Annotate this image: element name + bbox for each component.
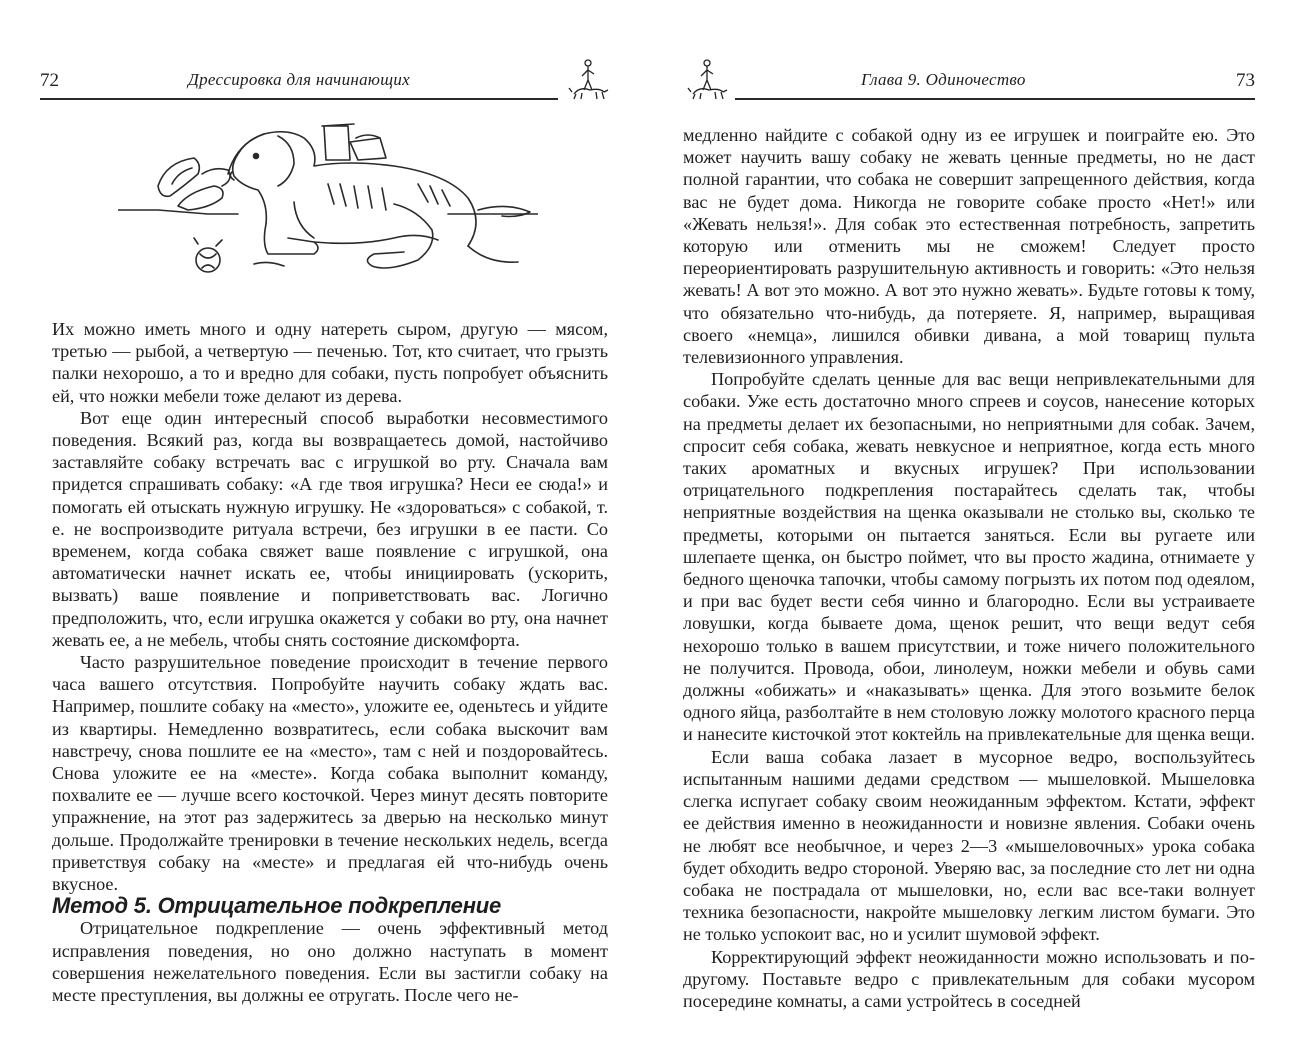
paragraph: медленно найдите с собакой одну из ее игрушек и поиграйте ею. Это может научить вашу собаку не жевать ценные предметы, но не даст полной гарантии, что собака не совершит запрещенного действия, когда вас не будет дома. Никогда не говорите собаке просто «Нет!» или «Жевать нельзя!». Для собак это естественная потребность, запретить которую или отменить мы не сможем! Следует просто переориентировать разрушительную активность и говорить: «Это нельзя жевать! А вот это можно. А вот это нужно жевать». Будьте готовы к тому, что обязательно что-нибудь, да потеряете. Я, например, выращивая своего «немца», лишился обивки дивана, а мой товарищ пульта телевизионного управления. xyxy=(683,125,1255,368)
left-page-header xyxy=(40,64,620,104)
paragraph: Часто разрушительное поведение происходит в течение первого часа вашего отсутствия. Попробуйте научить собаку ждать вас. Например, пошлите собаку на «место», уложите ее, оденьтесь и уйдите из квартиры. Немедленно возвратитесь, если собака выскочит вам навстречу, снова пошлите ее на «место», там с ней и поздоровайтесь. Снова уложите ее на «месте». Когда собака выполнит команду, похвалите ее — лучше всего косточкой. Через минут десять повторите упражнение, на этот раз задержитесь за дверью на несколько минут дольше. Продолжайте тренировки в течение нескольких недель, всегда приветствуя собаку на «месте» и предлагая ей что-нибудь очень вкусное. xyxy=(52,652,608,895)
right-page xyxy=(649,0,1298,1045)
paragraph: Корректирующий эффект неожиданности можно использовать и по-другому. Поставьте ведро с привлекательным для собаки мусором посередине комнаты, а сами устройтесь в соседней xyxy=(683,946,1255,1011)
paragraph: Их можно иметь много и одну натереть сыром, другую — мясом, третью — рыбой, а четвертую — печенью. Тот, кто считает, что грызть палки нехорошо, а то и вредно для собаки, пусть попробует объяснить ей, что ножки мебели тоже делают из дерева. xyxy=(52,319,608,406)
paragraph: Попробуйте сделать ценные для вас вещи непривлекательными для собаки. Уже есть достаточно много спреев и соусов, нанесение которых на предметы делает их безопасными, но неприятными для собак. Зачем, спросит себя собака, жевать невкусное и неприятное, когда есть много таких ароматных и вкусных игрушек? При использовании отрицательного подкрепления постарайтесь сделать так, чтобы неприятные воздействия на щенка оказывали не столько вы, сколько те предметы, которыми он пытается заняться. Если вы ругаете или шлепаете щенка, он быстро поймет, что вы просто жадина, отнимаете у бедного щеночка тапочки, чтобы самому погрызть их потом под одеялом, и при вас будет вести себя чинно и благородно. Если вы устраиваете ловушки, когда бываете дома, щенок решит, что вещи ведут себя нехорошо только в вашем присутствии, и тоже ничего положительного не получится. Провода, обои, линолеум, ножки мебели и обувь сами должны «обижать» и «наказывать» щенка. Для этого возьмите белок одного яйца, разболтайте в нем столовую ложку молотого красного перца и нанесите кисточкой этот коктейль на привлекательные для щенка вещи. xyxy=(683,369,1255,745)
header-rule xyxy=(735,98,1255,100)
paragraph: Отрицательное подкрепление — очень эффективный метод исправления поведения, но оно должно наступать в момент совершения нежелательного поведения. Если вы застигли собаку на месте преступления, вы должны ее отругать. После чего не- xyxy=(52,918,608,1006)
page-number: 72 xyxy=(40,70,59,91)
running-title: Дрессировка для начинающих xyxy=(188,70,410,89)
right-body-text xyxy=(683,124,1255,1012)
dog-with-shoes-illustration-icon xyxy=(118,114,538,294)
dog-trainer-ornament-icon xyxy=(566,58,610,100)
section-heading: Метод 5. Отрицательное подкрепление xyxy=(52,893,502,919)
paragraph: Если ваша собака лазает в мусорное ведро, воспользуйтесь испытанным нашими дедами средством — мышеловкой. Мышеловка слегка испугает собаку своим неожиданным эффектом. Кстати, эффект ее действия именно в неожиданности и новизне явления. Собаки очень не любят все необычное, и через 2—3 «мышеловочных» урока собака будет обходить ведро стороной. Уверяю вас, за последние сто лет ни одна собака не пострадала от мышеловки, но, если вас все-таки волнует техника безопасности, накройте мышеловку легким листом бумаги. Это не только успокоит вас, но и усилит шумовой эффект. xyxy=(683,746,1255,945)
paragraph: Вот еще один интересный способ выработки несовместимого поведения. Всякий раз, когда вы возвращаетесь домой, настойчиво заставляйте собаку встречать вас с игрушкой во рту. Сначала вам придется спрашивать собаку: «А где твоя игрушка? Неси ее сюда!» и помогать ей отыскать нужную игрушку. Не «здороваться» с собакой, т. е. не воспроизводите ритуала встречи, без игрушки в ее пасти. Со временем, когда собака свяжет ваше появление с игрушкой, она автоматически начнет искать ее, чтобы инициировать (ускорить, вызвать) ваше появление и поприветствовать вас. Логично предположить, что, если игрушка окажется у собаки во рту, она начнет жевать ее, а не мебель, чтобы снять состояние дискомфорта. xyxy=(52,407,608,650)
running-title: Глава 9. Одиночество xyxy=(861,70,1026,89)
dog-trainer-ornament-icon xyxy=(685,58,729,100)
right-page-header xyxy=(685,64,1255,104)
header-rule xyxy=(40,98,558,100)
page-number: 73 xyxy=(1236,70,1255,91)
left-body-text xyxy=(52,318,608,1006)
